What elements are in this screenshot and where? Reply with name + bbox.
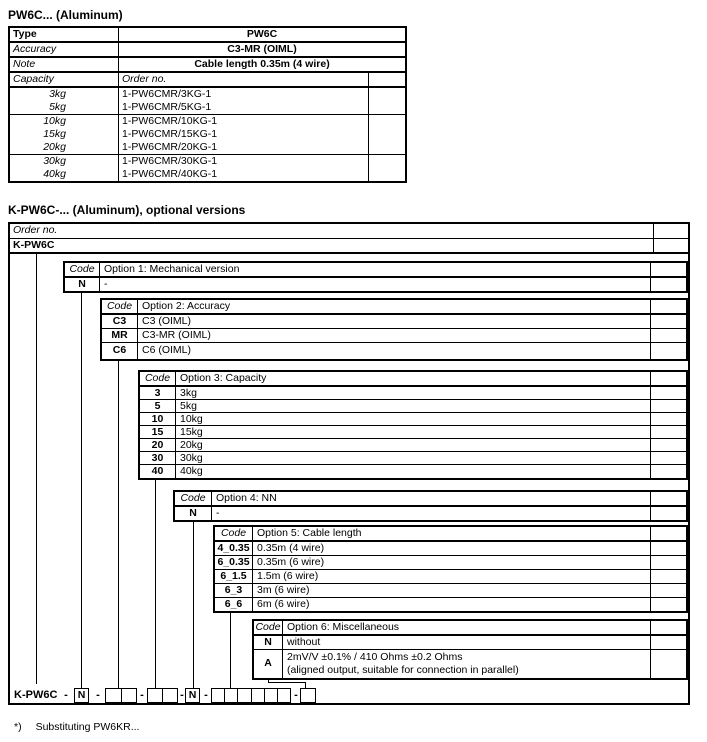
option5-row bbox=[215, 542, 686, 556]
code-box-cell bbox=[106, 689, 122, 702]
order-code-diagram bbox=[8, 222, 690, 705]
desc-cell: 3m (6 wire) bbox=[253, 584, 651, 597]
code-cell: C6 bbox=[102, 343, 138, 359]
option3-row bbox=[140, 413, 686, 426]
option3-header bbox=[140, 372, 686, 387]
code-box-cell bbox=[148, 689, 163, 702]
option2-title: Option 2: Accuracy bbox=[138, 300, 651, 313]
option1-title: Option 1: Mechanical version bbox=[100, 263, 651, 276]
empty-cell bbox=[651, 426, 686, 438]
option2-row-c3 bbox=[102, 315, 686, 329]
empty-cell bbox=[651, 329, 686, 342]
option4-table bbox=[173, 490, 688, 522]
table-row bbox=[10, 155, 405, 168]
connector-option3 bbox=[155, 480, 156, 688]
code-box-option6 bbox=[300, 688, 316, 703]
footnote bbox=[14, 721, 139, 733]
capacity-cell: 15kg bbox=[10, 128, 119, 141]
order-no-cell: 1-PW6CMR/20KG-1 bbox=[119, 141, 369, 154]
empty-cell bbox=[651, 636, 686, 649]
code-cell: 6_6 bbox=[215, 598, 253, 611]
empty-cell bbox=[651, 263, 686, 276]
desc-cell: 15kg bbox=[176, 426, 651, 438]
code-header: Code bbox=[140, 372, 176, 385]
capacity-cell: 5kg bbox=[10, 101, 119, 114]
accuracy-value: C3-MR (OIML) bbox=[227, 43, 297, 55]
section1-title: PW6C... (Aluminum) bbox=[8, 8, 123, 22]
option3-row bbox=[140, 387, 686, 400]
footnote-marker: *) bbox=[14, 721, 22, 733]
connector-option2 bbox=[118, 361, 119, 688]
code-header: Code bbox=[65, 263, 100, 276]
desc-cell: 30kg bbox=[176, 452, 651, 464]
capacity-group-2 bbox=[10, 114, 405, 154]
desc-cell: 0.35m (4 wire) bbox=[253, 542, 651, 555]
code-box-option2 bbox=[105, 688, 137, 703]
code-cell: 15 bbox=[140, 426, 176, 438]
table-row bbox=[10, 115, 405, 128]
empty-cell bbox=[654, 239, 688, 252]
table-row bbox=[10, 141, 405, 154]
table-row bbox=[10, 88, 405, 101]
option5-title: Option 5: Cable length bbox=[253, 527, 651, 540]
code-box-cell bbox=[301, 689, 315, 702]
empty-cell bbox=[651, 598, 686, 611]
empty-cell bbox=[651, 400, 686, 412]
desc-cell: 0.35m (6 wire) bbox=[253, 556, 651, 569]
option3-row bbox=[140, 465, 686, 478]
type-label: Type bbox=[10, 28, 119, 41]
code-box-cell bbox=[252, 689, 265, 702]
empty-cell bbox=[651, 278, 686, 291]
code-header: Code bbox=[254, 621, 283, 634]
capacity-cell: 3kg bbox=[10, 88, 119, 101]
base-code-row bbox=[10, 239, 688, 254]
code-cell: N bbox=[254, 636, 283, 649]
pw6c-spec-table bbox=[8, 26, 407, 183]
connector-option4 bbox=[193, 522, 194, 688]
code-cell: 4_0.35 bbox=[215, 542, 253, 555]
desc-cell bbox=[283, 650, 651, 678]
footnote-text: Substituting PW6KR... bbox=[35, 721, 140, 733]
code-box-cell bbox=[278, 689, 290, 702]
order-no-label: Order no. bbox=[10, 224, 654, 238]
option6-row-n bbox=[254, 636, 686, 650]
desc-cell: 10kg bbox=[176, 413, 651, 425]
connector-base bbox=[36, 253, 37, 684]
connector-option5 bbox=[230, 613, 231, 688]
code-cell: 6_1.5 bbox=[215, 570, 253, 583]
dash-separator: - bbox=[140, 689, 144, 701]
empty-cell bbox=[651, 527, 686, 540]
option1-table bbox=[63, 261, 688, 293]
order-no-cell: 1-PW6CMR/15KG-1 bbox=[119, 128, 369, 141]
code-cell: A bbox=[254, 650, 283, 678]
code-header: Code bbox=[215, 527, 253, 540]
desc-cell: C3-MR (OIML) bbox=[138, 329, 651, 342]
option3-title: Option 3: Capacity bbox=[176, 372, 651, 385]
code-cell: C3 bbox=[102, 315, 138, 328]
capacity-cell: 20kg bbox=[10, 141, 119, 154]
code-cell: 3 bbox=[140, 387, 176, 399]
code-box-option1: N bbox=[74, 688, 89, 703]
empty-cell bbox=[651, 570, 686, 583]
order-no-cell: 1-PW6CMR/5KG-1 bbox=[119, 101, 369, 114]
desc-cell: 40kg bbox=[176, 465, 651, 478]
note-value: Cable length 0.35m (4 wire) bbox=[194, 58, 330, 70]
desc-cell: without bbox=[283, 636, 651, 649]
capacity-cell: 40kg bbox=[10, 168, 119, 181]
option6-row-a bbox=[254, 650, 686, 678]
empty-cell bbox=[651, 507, 686, 520]
empty-cell bbox=[369, 128, 405, 141]
option2-table bbox=[100, 298, 688, 361]
option1-header bbox=[65, 263, 686, 278]
desc-line-2: (aligned output, suitable for connection in parallel) bbox=[287, 664, 519, 676]
option5-row bbox=[215, 556, 686, 570]
capacity-group-3 bbox=[10, 154, 405, 181]
empty-cell bbox=[651, 452, 686, 464]
option3-row bbox=[140, 426, 686, 439]
desc-cell: 20kg bbox=[176, 439, 651, 451]
dash-separator: - bbox=[64, 689, 68, 701]
empty-cell bbox=[369, 141, 405, 154]
desc-cell: 3kg bbox=[176, 387, 651, 399]
table-row bbox=[10, 101, 405, 114]
table-row bbox=[10, 128, 405, 141]
order-no-row bbox=[10, 224, 688, 239]
code-cell: N bbox=[175, 507, 212, 520]
dash-separator: - bbox=[180, 689, 184, 701]
code-cell: 6_0.35 bbox=[215, 556, 253, 569]
option6-header bbox=[254, 621, 686, 636]
option2-header bbox=[102, 300, 686, 315]
section2-title: K-PW6C-... (Aluminum), optional versions bbox=[8, 203, 246, 217]
code-header: Code bbox=[102, 300, 138, 313]
empty-cell bbox=[651, 584, 686, 597]
code-cell: 30 bbox=[140, 452, 176, 464]
note-label: Note bbox=[10, 58, 119, 71]
table-row bbox=[10, 168, 405, 181]
capacity-header-row bbox=[10, 73, 405, 88]
empty-cell bbox=[369, 155, 405, 168]
option3-row bbox=[140, 452, 686, 465]
connector-option1 bbox=[81, 293, 82, 688]
type-value: PW6C bbox=[246, 28, 278, 40]
desc-cell: C3 (OIML) bbox=[138, 315, 651, 328]
code-box-cell bbox=[122, 689, 137, 702]
code-cell: MR bbox=[102, 329, 138, 342]
option3-row bbox=[140, 400, 686, 413]
empty-cell bbox=[651, 439, 686, 451]
desc-cell: - bbox=[100, 278, 651, 291]
empty-cell bbox=[651, 387, 686, 399]
empty-cell bbox=[651, 556, 686, 569]
capacity-header: Capacity bbox=[10, 73, 119, 86]
empty-cell bbox=[369, 88, 405, 101]
empty-cell bbox=[651, 315, 686, 328]
option2-row-mr bbox=[102, 329, 686, 343]
code-box-cell bbox=[212, 689, 225, 702]
empty-cell bbox=[369, 73, 405, 86]
code-cell: 6_3 bbox=[215, 584, 253, 597]
capacity-cell: 10kg bbox=[10, 115, 119, 128]
dash-separator: - bbox=[294, 689, 298, 701]
capacity-group-1 bbox=[10, 88, 405, 114]
option6-title: Option 6: Miscellaneous bbox=[283, 621, 651, 634]
empty-cell bbox=[651, 650, 686, 678]
option5-table bbox=[213, 525, 688, 613]
option5-header bbox=[215, 527, 686, 542]
desc-cell: 1.5m (6 wire) bbox=[253, 570, 651, 583]
option4-row-n bbox=[175, 507, 686, 520]
order-no-cell: 1-PW6CMR/40KG-1 bbox=[119, 168, 369, 181]
code-cell: 40 bbox=[140, 465, 176, 478]
empty-cell bbox=[651, 300, 686, 313]
option5-row bbox=[215, 598, 686, 611]
capacity-cell: 30kg bbox=[10, 155, 119, 168]
option3-table bbox=[138, 370, 688, 480]
accuracy-row bbox=[10, 43, 405, 58]
code-box-cell bbox=[265, 689, 278, 702]
code-box-cell bbox=[225, 689, 238, 702]
dash-separator: - bbox=[204, 689, 208, 701]
option4-header bbox=[175, 492, 686, 507]
code-cell: 10 bbox=[140, 413, 176, 425]
option2-row-c6 bbox=[102, 343, 686, 359]
code-cell: N bbox=[65, 278, 100, 291]
empty-cell bbox=[651, 372, 686, 385]
empty-cell bbox=[369, 115, 405, 128]
code-header: Code bbox=[175, 492, 212, 505]
code-box-option5 bbox=[211, 688, 291, 703]
code-box-option3 bbox=[147, 688, 178, 703]
empty-cell bbox=[654, 224, 688, 238]
code-box-cell bbox=[163, 689, 177, 702]
accuracy-label: Accuracy bbox=[10, 43, 119, 56]
empty-cell bbox=[651, 413, 686, 425]
option1-row-n bbox=[65, 278, 686, 291]
option4-title: Option 4: NN bbox=[212, 492, 651, 505]
option6-table bbox=[252, 619, 688, 680]
empty-cell bbox=[651, 542, 686, 555]
empty-cell bbox=[651, 343, 686, 359]
code-cell: 5 bbox=[140, 400, 176, 412]
code-box-option4: N bbox=[185, 688, 200, 703]
desc-cell: - bbox=[212, 507, 651, 520]
assembled-base-code: K-PW6C bbox=[14, 689, 58, 701]
order-no-header: Order no. bbox=[119, 73, 369, 86]
code-cell: 20 bbox=[140, 439, 176, 451]
option5-row bbox=[215, 570, 686, 584]
empty-cell bbox=[651, 465, 686, 478]
order-no-cell: 1-PW6CMR/30KG-1 bbox=[119, 155, 369, 168]
code-box-cell bbox=[238, 689, 251, 702]
order-no-cell: 1-PW6CMR/10KG-1 bbox=[119, 115, 369, 128]
empty-cell bbox=[369, 101, 405, 114]
desc-cell: 6m (6 wire) bbox=[253, 598, 651, 611]
connector-option6-bend bbox=[268, 682, 306, 683]
empty-cell bbox=[369, 168, 405, 181]
desc-line-1: 2mV/V ±0.1% / 410 Ohms ±0.2 Ohms bbox=[287, 651, 463, 663]
base-code-label: K-PW6C bbox=[10, 239, 654, 252]
desc-cell: 5kg bbox=[176, 400, 651, 412]
note-row bbox=[10, 58, 405, 73]
desc-cell: C6 (OIML) bbox=[138, 343, 651, 359]
dash-separator: - bbox=[96, 689, 100, 701]
empty-cell bbox=[651, 621, 686, 634]
type-row bbox=[10, 28, 405, 43]
order-no-cell: 1-PW6CMR/3KG-1 bbox=[119, 88, 369, 101]
option3-row bbox=[140, 439, 686, 452]
option5-row bbox=[215, 584, 686, 598]
empty-cell bbox=[651, 492, 686, 505]
